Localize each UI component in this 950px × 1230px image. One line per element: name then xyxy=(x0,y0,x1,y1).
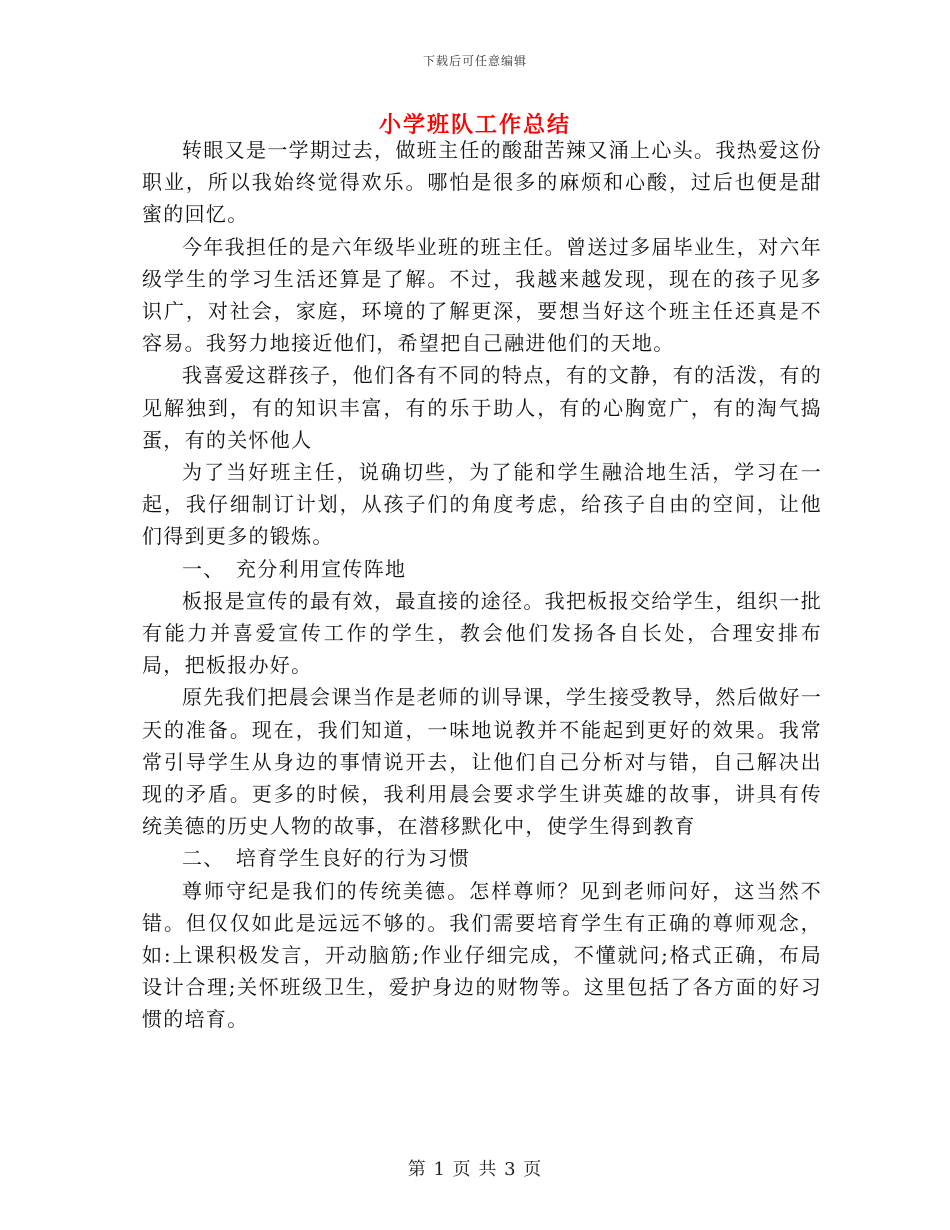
paragraph: 今年我担任的是六年级毕业班的班主任。曾送过多届毕业生，对六年级学生的学习生活还算是了解。不过，我越来越发现，现在的孩子见多识广，对社会，家庭，环境的了解更深，要想当好这个班主任还真是不容易。我努力地接近他们，希望把自己融进他们的天地。 xyxy=(142,234,822,356)
paragraph: 尊师守纪是我们的传统美德。怎样尊师？见到老师问好，这当然不错。但仅仅如此是远远不够的。我们需要培育学生有正确的尊师观念，如:上课积极发言，开动脑筋;作业仔细完成，不懂就问;格式正确，布局设计合理;关怀班级卫生，爱护身边的财物等。这里包括了各方面的好习惯的培育。 xyxy=(142,878,822,1032)
section-heading: 二、 培育学生良好的行为习惯 xyxy=(182,846,471,871)
paragraph: 原先我们把晨会课当作是老师的训导课，学生接受教导，然后做好一天的准备。现在，我们知道，一味地说教并不能起到更好的效果。我常常引导学生从身边的事情说开去，让他们自己分析对与错，自己解决出现的矛盾。更多的时候，我利用晨会要求学生讲英雄的故事，讲具有传统美德的历史人物的故事，在潜移默化中，使学生得到教育 xyxy=(142,685,822,839)
document-body xyxy=(142,134,822,1036)
paragraph: 转眼又是一学期过去，做班主任的酸甜苦辣又涌上心头。我热爱这份职业，所以我始终觉得欢乐。哪怕是很多的麻烦和心酸，过后也便是甜蜜的回忆。 xyxy=(142,138,822,227)
paragraph: 为了当好班主任，说确切些，为了能和学生融洽地生活，学习在一起，我仔细制订计划，从孩子们的角度考虑，给孩子自由的空间，让他们得到更多的锻炼。 xyxy=(142,460,822,549)
section-heading: 一、 充分利用宣传阵地 xyxy=(182,556,407,581)
paragraph: 我喜爱这群孩子，他们各有不同的特点，有的文静，有的活泼，有的见解独到，有的知识丰富，有的乐于助人，有的心胸宽广，有的淘气捣蛋，有的关怀他人 xyxy=(142,363,822,452)
page-header-note: 下载后可任意编辑 xyxy=(422,54,527,68)
document-title: 小学班队工作总结 xyxy=(378,112,571,138)
paragraph: 板报是宣传的最有效，最直接的途径。我把板报交给学生，组织一批有能力并喜爱宣传工作的学生，教会他们发扬各自长处，合理安排布局，把板报办好。 xyxy=(142,588,822,678)
page-number: 第 1 页 共 3 页 xyxy=(407,1159,543,1180)
